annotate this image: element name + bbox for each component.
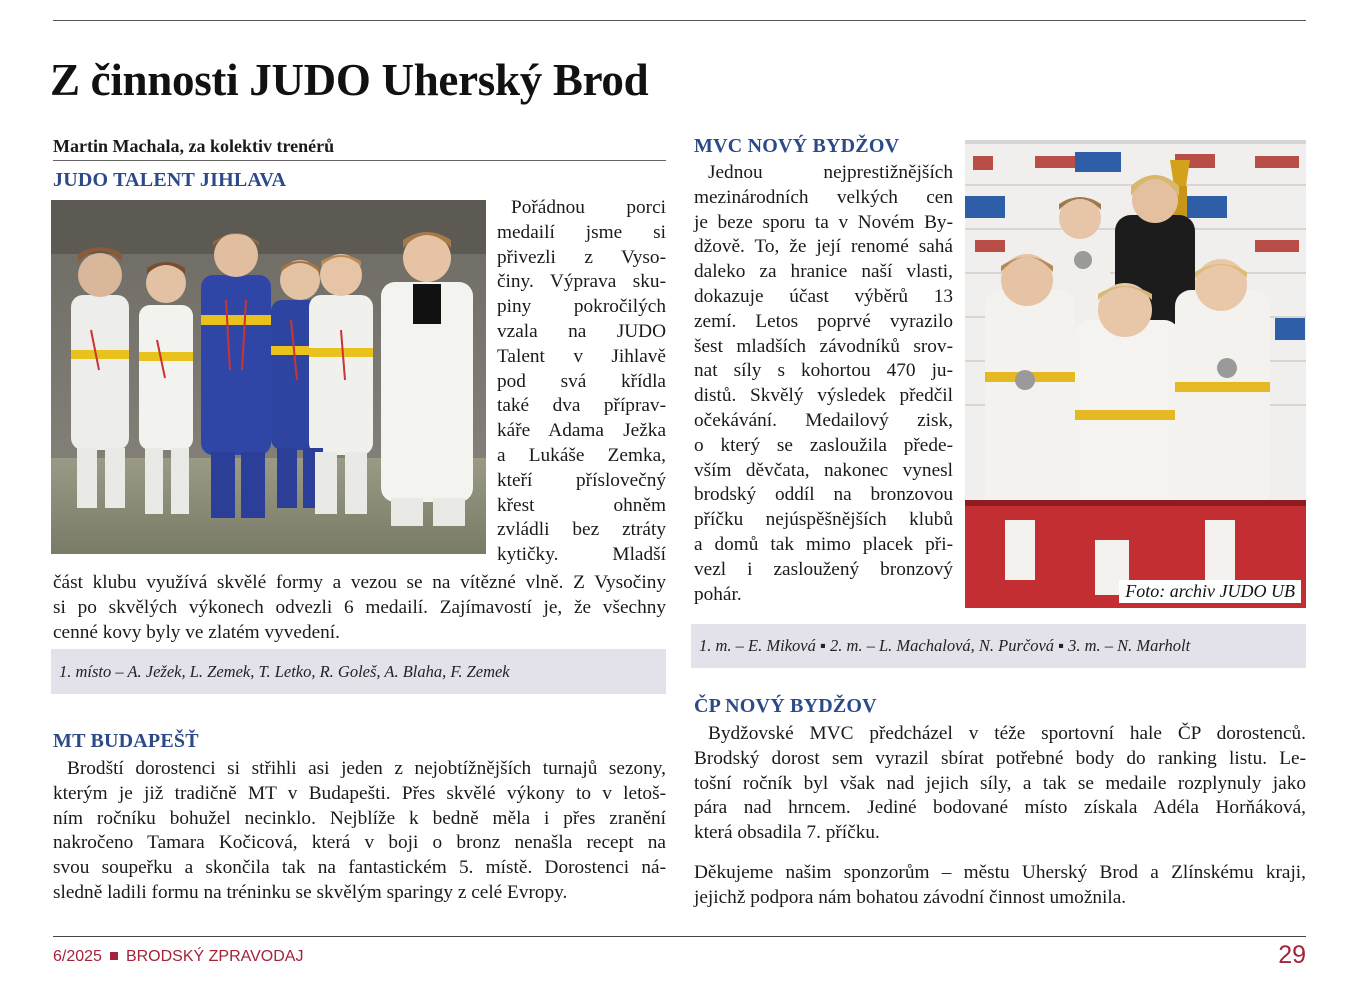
mvc-line: vezl i zasloužený bronzový: [694, 558, 953, 580]
budapest-line: ním ročníku bohužel necinklo. Nejblíže k bedně měla i přes zranění: [53, 807, 666, 829]
jihlava-line: Talent v Jihlavě: [497, 345, 666, 367]
author-line: Martin Machala, za kolektiv trenérů: [53, 136, 666, 161]
jihlava-full-line: část klubu využívá skvělé formy a vezou se na vítězné vlně. Z Vysočiny: [53, 572, 666, 593]
mvc-line: distů. Skvělý výsledek předčil: [694, 385, 953, 407]
results-jihlava: [51, 649, 666, 694]
section-heading-budapest: MT BUDAPEŠŤ: [53, 730, 199, 752]
mvc-line: mezinárodních velkých cen: [694, 186, 953, 208]
text-cp: [694, 722, 1306, 846]
bottom-rule: [53, 936, 1306, 937]
jihlava-line: činy. Výprava sku-: [497, 271, 666, 293]
mvc-line: daleko za hranice naší vlasti,: [694, 261, 953, 283]
text-budapest: [53, 757, 666, 906]
mvc-line: džově. To, že její renomé sahá: [694, 236, 953, 258]
budapest-line: nakročeno Tamara Kočicová, která v boji o bronz nenašla recept na: [53, 832, 666, 854]
photo-mvc-podium: [965, 140, 1306, 608]
mvc-line: vším děvčata, nakonec vynesl: [694, 459, 953, 481]
mvc-line: a domů tak mimo placek při-: [694, 533, 953, 555]
page-number: 29: [1278, 941, 1306, 969]
cp-line: Bydžovské MVC předcházel v téže sportovní hale ČP dorostenců.: [708, 723, 1306, 744]
jihlava-line: kteří příslovečný: [497, 469, 666, 491]
jihlava-line: piny pokročilých: [497, 296, 666, 318]
mvc-line: zemí. Letos poprvé vyrazilo: [694, 310, 953, 332]
results-mvc: [691, 624, 1306, 668]
square-bullet-icon: [110, 952, 118, 960]
mvc-line: je beze sporu ta v Novém By-: [694, 211, 953, 233]
mvc-line: pohár.: [694, 583, 742, 605]
footer-publication: [53, 948, 303, 966]
cp-line: tošní ročník byl však nad jejich síly, a tak se medaile rozplynuly jako: [694, 772, 1306, 794]
jihlava-line: medailí jsme si: [497, 221, 666, 243]
section-heading-mvc: MVC NOVÝ BYDŽOV: [694, 135, 900, 157]
mvc-line: o který se zasloužila přede-: [694, 434, 953, 456]
cp-line: která obsadila 7. příčku.: [694, 822, 880, 844]
photo-jihlava-group: [51, 200, 486, 554]
photo-jihlava-image: [51, 200, 486, 554]
budapest-line: Brodští dorostenci si střihli asi jeden z nejobtížnějších turnajů sezony,: [67, 758, 666, 779]
text-mvc-column: [694, 161, 953, 607]
text-jihlava-full: [53, 571, 666, 645]
top-rule: [53, 20, 1306, 21]
mvc-line: šest mladších závodníků srov-: [694, 335, 953, 357]
jihlava-line: zvládli bez ztráty: [497, 519, 666, 541]
budapest-line: sledně ladili formu na tréninku se skvělým sparingy z celé Evropy.: [53, 881, 568, 903]
budapest-line: svou soupeřku a skončila tak na fantastickém 5. místě. Dorostenci ná-: [53, 857, 666, 879]
jihlava-line: přivezli z Vyso-: [497, 246, 666, 268]
jihlava-line: pod svá křídla: [497, 370, 666, 392]
text-thanks: [694, 861, 1306, 911]
mvc-line: dokazuje účast výběrů 13: [694, 285, 953, 307]
article-title: Z činnosti JUDO Uherský Brod: [50, 55, 649, 105]
jihlava-line: křest ohněm: [497, 494, 666, 516]
thanks-line: Děkujeme našim sponzorům – městu Uherský Brod a Zlínskému kraji,: [694, 862, 1306, 883]
mvc-line: brodský oddíl na bronzovou: [694, 484, 953, 506]
section-heading-cp: ČP NOVÝ BYDŽOV: [694, 695, 877, 717]
photo-mvc-image: [965, 140, 1306, 608]
jihlava-line: také dva příprav-: [497, 395, 666, 417]
thanks-line: jejichž podpora nám bohatou závodní činnost umožnila.: [694, 886, 1127, 908]
jihlava-line: káře Adama Ježka: [497, 420, 666, 442]
section-heading-jihlava: JUDO TALENT JIHLAVA: [53, 169, 287, 191]
jihlava-line: kytičky. Mladší: [497, 544, 666, 566]
mvc-line: Jednou nejprestižnějších: [708, 162, 953, 183]
jihlava-line: vzala na JUDO: [497, 320, 666, 342]
text-jihlava-column: [497, 196, 666, 568]
mvc-line: nat síly s kohortou 470 ju-: [694, 360, 953, 382]
footer-title: BRODSKÝ ZPRAVODAJ: [125, 948, 304, 965]
footer-issue: 6/2025: [53, 948, 102, 965]
jihlava-line: a Lukáše Zemka,: [497, 444, 666, 466]
mvc-line: příčku nejúspěšnějších klubů: [694, 509, 953, 531]
photo-credit: Foto: archiv JUDO UB: [1119, 580, 1301, 603]
mvc-line: očekávání. Medailový zisk,: [694, 409, 953, 431]
budapest-line: kterým je již tradičně MT v Budapešti. Přes skvělé výkony to v letoš-: [53, 782, 666, 804]
cp-line: Brodský dorost sem vyrazil sbírat potřebné body do ranking listu. Le-: [694, 747, 1306, 769]
cp-line: pára nad hrncem. Jediné bodované místo získala Adéla Horňáková,: [694, 797, 1306, 819]
results-jihlava-text: 1. místo – A. Ježek, L. Zemek, T. Letko, R. Goleš, A. Blaha, F. Zemek: [59, 661, 510, 681]
jihlava-full-line: si po skvělých výkonech odvezli 6 medailí. Zajímavostí je, že všechny: [53, 596, 666, 618]
results-mvc-text: 1. m. – E. Miková ▪ 2. m. – L. Machalová, N. Purčová ▪ 3. m. – N. Marholt: [699, 636, 1191, 655]
jihlava-full-line: cenné kovy byly ve zlatém vyvedení.: [53, 621, 340, 643]
jihlava-line: Pořádnou porci: [511, 197, 666, 218]
